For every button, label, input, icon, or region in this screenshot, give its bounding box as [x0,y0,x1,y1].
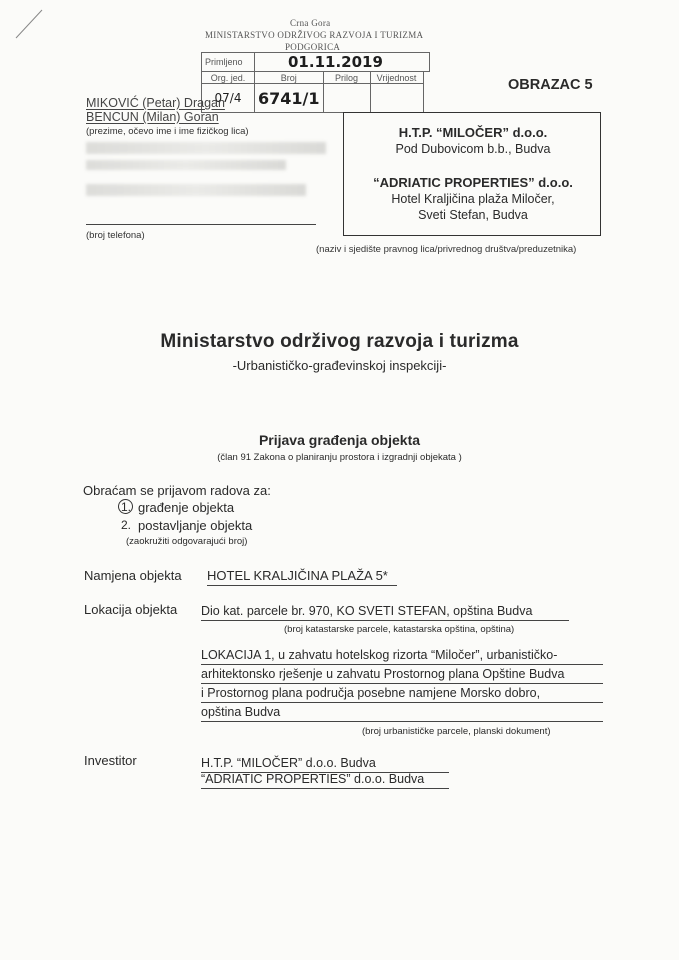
lokacija2-rule-1 [201,664,603,665]
redacted-address [86,142,326,154]
redacted-phone [86,184,306,196]
namjena-value: HOTEL KRALJIČINA PLAŽA 5* [207,568,388,583]
lokacija2-line-2: arhitektonsko rješenje u zahvatu Prostornog plana Opštine Budva [201,667,565,681]
stamp-org-value: 07/4 [214,91,242,105]
stamp-received-label: Primljeno [202,53,255,72]
stamp-received-cell [255,53,430,72]
investitor-line-1: H.T.P. “MILOČER” d.o.o. Budva [201,756,376,770]
redacted-line [86,160,286,170]
lokacija2-rule-2 [201,683,603,684]
lokacija2-line-3: i Prostornog plana područja posebne namjene Morsko dobro, [201,686,541,700]
lokacija2-line-1: LOKACIJA 1, u zahvatu hotelskog rizorta “Miločer”, urbanističko- [201,648,558,662]
lokacija-rule [201,620,569,621]
ministry-title: Ministarstvo održivog razvoja i turizma [160,331,519,352]
lokacija2-line-4: opština Budva [201,705,281,719]
phone-caption: (broj telefona) [86,230,145,241]
option-1-number: 1. [121,500,132,514]
applicant-name-1: MIKOVIĆ (Petar) Dragan [86,96,225,110]
applicant-caption: (prezime, očevo ime i ime fizičkog lica) [86,126,249,137]
stamp-vrijednost-cell [370,84,423,113]
stamp-spacer-2 [423,84,430,113]
choice-intro: Obraćam se prijavom radova za: [83,483,271,498]
stamp-table [201,52,430,113]
company-address-box [343,112,601,236]
lokacija2-rule-3 [201,702,603,703]
investitor-label: Investitor [84,753,137,768]
phone-rule [86,224,316,225]
lokacija-value: Dio kat. parcele br. 970, KO SVETI STEFAN, opština Budva [201,604,533,618]
stamp-broj-value: 6741/1 [258,88,320,108]
form-label: OBRAZAC 5 [508,77,593,93]
stamp-prilog-cell [323,84,370,113]
namjena-rule [207,585,397,586]
company-name-1: H.T.P. “MILOČER” d.o.o. [398,125,548,140]
stamp-received-date: 01.11.2019 [288,53,383,71]
company-name-2: “ADRIATIC PROPERTIES” d.o.o. [373,175,573,190]
company-address-2b: Sveti Stefan, Budva [418,208,528,222]
applicant-name-2: BENCUN (Milan) Goran [86,110,219,124]
lokacija2-rule-4 [201,721,603,722]
scan-corner-mark [14,8,44,40]
stamp-ministry: MINISTARSTVO ODRŽIVOG RAZVOJA I TURIZMA [205,30,424,40]
investitor-rule-2 [201,788,449,789]
report-subtitle: (član 91 Zakona o planiranju prostora i izgradnji objekata ) [217,452,462,463]
ministry-subtitle: -Urbanističko-građevinskoj inspekciji- [232,358,447,373]
stamp-city: PODGORICA [285,42,341,52]
company-address-2a: Hotel Kraljičina plaža Miločer, [391,192,555,206]
stamp-col-vrijednost: Vrijednost [370,72,423,84]
option-2-number: 2. [121,518,132,532]
report-title: Prijava građenja objekta [258,432,421,448]
company-caption: (naziv i sjedište pravnog lica/privrednog društva/preduzetnika) [316,244,577,255]
namjena-label: Namjena objekta [84,568,182,583]
stamp-col-org: Org. jed. [202,72,255,84]
option-1-label: građenje objekta [138,500,235,515]
investitor-line-2: “ADRIATIC PROPERTIES” d.o.o. Budva [201,772,425,786]
stamp-spacer [423,72,430,84]
lokacija-label: Lokacija objekta [84,602,178,617]
stamp-col-broj: Broj [255,72,324,84]
stamp-broj-cell [255,84,324,113]
company-address-1: Pod Dubovicom b.b., Budva [395,142,551,156]
stamp-col-prilog: Prilog [323,72,370,84]
choice-caption: (zaokružiti odgovarajući broj) [126,536,248,547]
stamp-country: Crna Gora [290,18,331,28]
option-2-label: postavljanje objekta [138,518,253,533]
lokacija2-caption: (broj urbanističke parcele, planski dokument) [362,726,551,737]
lokacija-caption: (broj katastarske parcele, katastarska opština, opština) [284,624,515,635]
